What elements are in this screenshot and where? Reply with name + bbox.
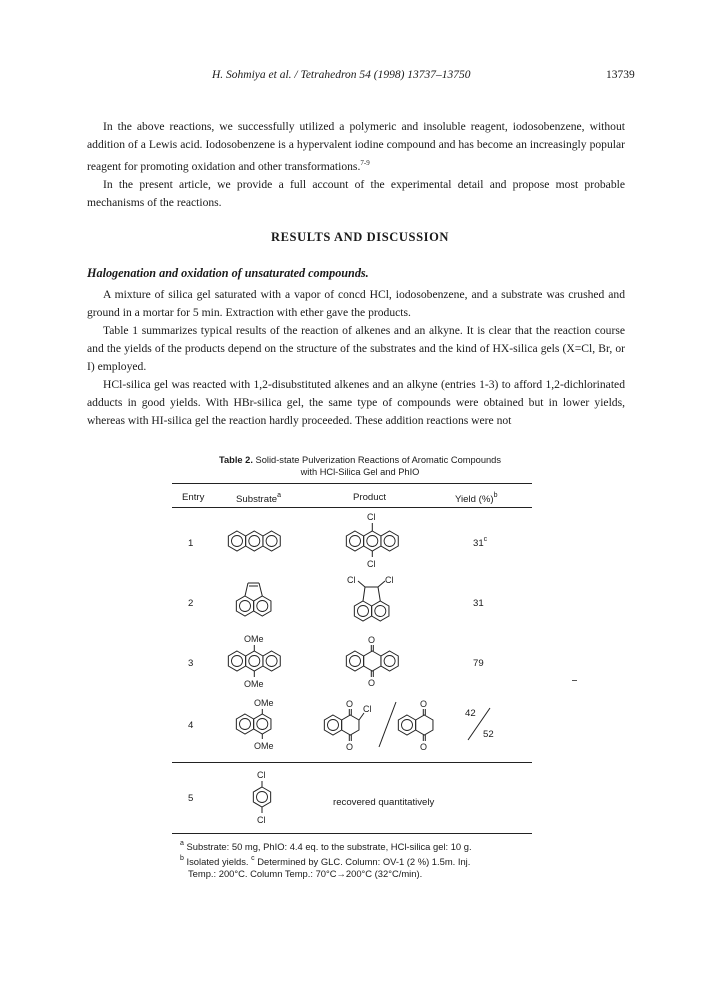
row-1-product-dichloroanthracene — [346, 512, 398, 569]
table-caption-label: Table 2. — [219, 455, 253, 465]
svg-text:O: O — [368, 635, 376, 645]
svg-text:OMe: OMe — [254, 698, 274, 708]
table-row-2-yield: 31 — [473, 598, 484, 609]
row-3-product-anthraquinone — [346, 635, 398, 688]
svg-text:Cl: Cl — [347, 575, 356, 585]
footnote-b-c: $^b$ Isolated yields. $^c$ Determined by GLC. Column: OV-1 (2 %) 1.5m. Inj. — [180, 855, 471, 867]
section-heading: RESULTS AND DISCUSSION — [270, 230, 450, 244]
reference-superscript: 7-9 — [360, 159, 370, 167]
svg-text:Cl: Cl — [385, 575, 394, 585]
column-header-yield: Yield (%)$^b$ — [455, 492, 498, 505]
svg-text:OMe: OMe — [254, 741, 274, 751]
row-2-substrate-acenaphthylene — [236, 583, 271, 616]
row-4-product-chloronaphthoquinone — [324, 699, 371, 752]
svg-text:O: O — [368, 678, 376, 688]
svg-text:O: O — [420, 742, 428, 752]
row-1-substrate-anthracene — [228, 531, 280, 551]
svg-text:Cl: Cl — [367, 512, 376, 522]
running-head: H. Sohmiya et al. / Tetrahedron 54 (1998) 13737–13750 — [212, 69, 471, 81]
table-caption-line-2: with HCl-Silica Gel and PhIO — [300, 467, 420, 477]
table-row-4-yield-a: 42 — [465, 708, 476, 719]
column-header-entry: Entry — [182, 492, 205, 503]
row-4-product-naphthoquinone — [398, 699, 433, 752]
svg-text:OMe: OMe — [244, 634, 264, 644]
body-paragraph-3: HCl-silica gel was reacted with 1,2-disubstituted alkenes and an alkyne (entries 1-3) to afford 1,2-dichlorinated adducts in good yields. With HBr-silica gel, the same type of compounds were obtained but in lower yields, whereas with HI-silica gel the reaction hardly proceeded. These addition reactions were not — [87, 378, 625, 427]
table-row-4-yield-b: 52 — [483, 729, 494, 740]
svg-text:OMe: OMe — [244, 679, 264, 689]
column-header-substrate: Substrate$^a$ — [236, 492, 281, 505]
body-paragraph-1: A mixture of silica gel saturated with a vapor of concd HCl, iodosobenzene, and a substrate was crushed and ground in a mortar for 5 min. Extraction with ether gave the products. — [87, 288, 625, 319]
body-paragraph-2: Table 1 summarizes typical results of the reaction of alkenes and an alkyne. It is clear that the reaction course and the yields of the products depend on the structure of the substrates and the kind of HX-silica gels (X=Cl, Br, or I) employed. — [87, 324, 625, 373]
table-row-5-product: recovered quantitatively — [333, 797, 435, 808]
svg-text:O: O — [420, 699, 428, 709]
table-row-2-entry: 2 — [188, 598, 194, 609]
svg-text:Cl: Cl — [257, 815, 266, 825]
svg-text:O: O — [346, 699, 354, 709]
table-row-5-entry: 5 — [188, 793, 194, 804]
table-row-3-entry: 3 — [188, 658, 194, 669]
page-number: 13739 — [606, 69, 635, 81]
product-separator-slash — [379, 702, 396, 747]
table-row-4-entry: 4 — [188, 720, 194, 731]
table-caption-line-1: Solid-state Pulverization Reactions of Aromatic Compounds — [255, 455, 501, 465]
svg-text:Cl: Cl — [257, 770, 266, 780]
svg-text:O: O — [346, 742, 354, 752]
table-row-1-entry: 1 — [188, 538, 194, 549]
row-5-substrate-dichlorobenzene — [253, 770, 270, 825]
footnote-c-continued: Temp.: 200°C. Column Temp.: 70°C→200°C (32°C/min). — [188, 868, 423, 879]
row-4-substrate-dimethoxynaphthalene — [236, 698, 273, 751]
svg-text:Cl: Cl — [363, 704, 372, 714]
column-header-product: Product — [353, 492, 387, 503]
intro-paragraph-2: In the present article, we provide a full account of the experimental detail and propose most probable mechanisms of the reactions. — [87, 178, 625, 209]
subsection-heading: Halogenation and oxidation of unsaturated compounds. — [87, 266, 369, 280]
margin-mark — [572, 680, 577, 681]
row-3-substrate-dimethoxyanthracene — [228, 634, 280, 689]
intro-paragraph-1: In the above reactions, we successfully utilized a polymeric and insoluble reagent, iodosobenzene, without addition of a Lewis acid. Iodosobenzene is a hypervalent iodine compound and has become an increasingly popular reagent for promoting oxidation and other transformations.$^{7-9}$ — [87, 120, 625, 173]
footnote-a: $^a$ Substrate: 50 mg, PhIO: 4.4 eq. to the substrate, HCl-silica gel: 10 g. — [180, 840, 472, 852]
table-footnotes — [180, 838, 540, 880]
svg-text:Cl: Cl — [367, 559, 376, 569]
row-2-product-dichloroacenaphthene — [347, 575, 394, 621]
table-row-3-yield: 79 — [473, 658, 484, 669]
table-row-1-yield: 31$^c$ — [473, 536, 488, 549]
